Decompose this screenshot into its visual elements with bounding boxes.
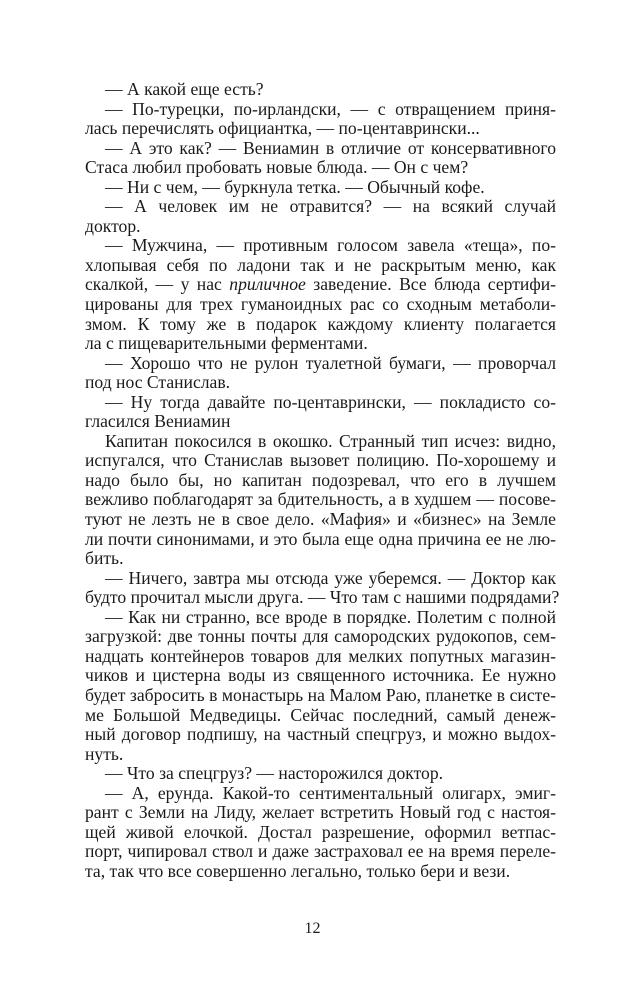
text-segment: чиков и цистерна воды из священного источника. Ее нужно bbox=[85, 666, 556, 686]
text-line bbox=[85, 608, 556, 628]
text-segment: хлопывая себя по ладони так и не раскрытым меню, как bbox=[85, 255, 556, 275]
text-segment: надцать контейнеров товаров для мелких попутных магазин- bbox=[85, 646, 556, 666]
text-segment: — Ничего, завтра мы отсюда уже уберемся. — Доктор как bbox=[105, 568, 556, 588]
text-segment: надо было бы, но капитан подозревал, что его в лучшем bbox=[85, 470, 556, 490]
text-line bbox=[85, 139, 556, 159]
text-line bbox=[85, 412, 556, 432]
text-line bbox=[85, 158, 556, 178]
text-line bbox=[85, 530, 556, 550]
text-segment: — Как ни странно, все вроде в порядке. Полетим с полной bbox=[105, 607, 556, 627]
text-line bbox=[85, 373, 556, 393]
text-segment: — Что за спецгруз? — насторожился доктор. bbox=[105, 763, 444, 784]
text-line bbox=[85, 725, 556, 745]
text-segment: будет забросить в монастырь на Малом Раю, планетке в систе- bbox=[85, 685, 556, 705]
text-line bbox=[85, 666, 556, 686]
text-segment: змом. К тому же в подарок каждому клиенту полагается bbox=[85, 314, 556, 334]
text-line bbox=[85, 490, 556, 510]
book-page-text bbox=[85, 79, 560, 881]
text-line bbox=[85, 745, 556, 765]
text-segment: — Мужчина, — противным голосом завела «теща», по- bbox=[105, 236, 556, 256]
text-line bbox=[85, 451, 556, 471]
text-line bbox=[85, 510, 556, 530]
text-segment: лась перечислять официантка, — по-центаврински... bbox=[85, 118, 480, 139]
text-segment: — Ни с чем, — буркнула тетка. — Обычный кофе. bbox=[105, 176, 485, 197]
text-line bbox=[85, 80, 556, 100]
text-segment: ла с пищеварительными ферментами. bbox=[85, 333, 368, 354]
text-line bbox=[85, 334, 556, 354]
text-line bbox=[85, 647, 556, 667]
text-segment: — Хорошо что не рулон туалетной бумаги, — проворчал bbox=[105, 353, 556, 373]
text-line bbox=[85, 823, 556, 843]
text-segment: та, так что все совершенно легально, только бери и вези. bbox=[85, 860, 511, 881]
text-line bbox=[85, 862, 556, 882]
text-line bbox=[85, 549, 556, 569]
text-segment: туют не лезть не в свое дело. «Мафия» и «бизнес» на Земле bbox=[85, 510, 556, 530]
text-line bbox=[85, 119, 556, 139]
text-line bbox=[85, 764, 556, 784]
text-line bbox=[85, 432, 556, 452]
text-segment: гласился Вениамин bbox=[85, 411, 231, 432]
text-line bbox=[85, 706, 556, 726]
text-line bbox=[85, 178, 556, 198]
text-segment: будто прочитал мысли друга. — Что там с нашими подрядами? bbox=[85, 587, 560, 608]
text-segment: — По-турецки, по-ирландски, — с отвращением приня- bbox=[105, 99, 556, 119]
italic-text: приличное bbox=[229, 275, 306, 295]
text-segment: испугался, что Станислав вызовет полицию. По-хорошему и bbox=[85, 451, 556, 471]
text-segment: бить. bbox=[85, 548, 124, 569]
text-segment: — А какой еще есть? bbox=[105, 79, 264, 99]
text-line bbox=[85, 315, 556, 335]
text-segment: загрузкой: две тонны почты для самородских рудокопов, сем- bbox=[85, 627, 556, 647]
text-segment: вежливо поблагодарят за бдительность, а в худшем — посове- bbox=[85, 490, 556, 510]
text-segment: ли почти синонимами, и это была еще одна причина ее не лю- bbox=[85, 529, 556, 549]
text-segment: порт, чипировал ствол и даже застраховал ее на время переле- bbox=[85, 842, 556, 862]
text-line bbox=[85, 217, 556, 237]
text-segment: щей живой елочкой. Достал разрешение, оформил ветпас- bbox=[85, 822, 556, 842]
text-segment: ме Большой Медведицы. Сейчас последний, самый денеж- bbox=[85, 705, 556, 725]
text-line bbox=[85, 100, 556, 120]
text-line bbox=[85, 627, 556, 647]
text-segment: Капитан покосился в окошко. Странный тип исчез: видно, bbox=[105, 431, 556, 451]
text-segment: заведение. Все блюда сертифи- bbox=[305, 275, 556, 295]
text-segment: — Ну тогда давайте по-центаврински, — покладисто со- bbox=[105, 392, 556, 412]
text-line bbox=[85, 842, 556, 862]
text-line bbox=[85, 569, 556, 589]
text-segment: цированы для трех гуманоидных рас со сходным метаболи- bbox=[85, 295, 556, 315]
page-number: 12 bbox=[304, 920, 321, 937]
text-line bbox=[85, 295, 556, 315]
text-line bbox=[85, 256, 556, 276]
text-line bbox=[85, 587, 560, 608]
text-segment: рант с Земли на Лиду, желает встретить Новый год с настоя- bbox=[85, 803, 556, 823]
text-line bbox=[85, 803, 556, 823]
text-line bbox=[85, 197, 556, 217]
text-segment: под нос Станислав. bbox=[85, 372, 231, 393]
text-segment: ный договор подпишу, на частный спецгруз, и можно выдох- bbox=[85, 725, 556, 745]
text-line bbox=[85, 275, 556, 295]
text-line bbox=[85, 236, 556, 256]
text-line bbox=[85, 471, 556, 491]
text-segment: — А, ерунда. Какой-то сентиментальный олигарх, эмиг- bbox=[105, 783, 556, 803]
text-segment: скалкой, — у нас bbox=[85, 275, 230, 295]
text-segment: Стаса любил пробовать новые блюда. — Он с чем? bbox=[85, 157, 469, 178]
text-line bbox=[85, 686, 556, 706]
text-segment: — А человек им не отравится? — на всякий случай bbox=[105, 197, 556, 217]
text-line bbox=[85, 784, 556, 804]
text-segment: доктор. bbox=[85, 215, 141, 236]
text-line bbox=[85, 354, 556, 374]
text-line bbox=[85, 393, 556, 413]
text-segment: — А это как? — Вениамин в отличие от консервативного bbox=[105, 138, 556, 158]
text-segment: нуть. bbox=[85, 743, 124, 764]
